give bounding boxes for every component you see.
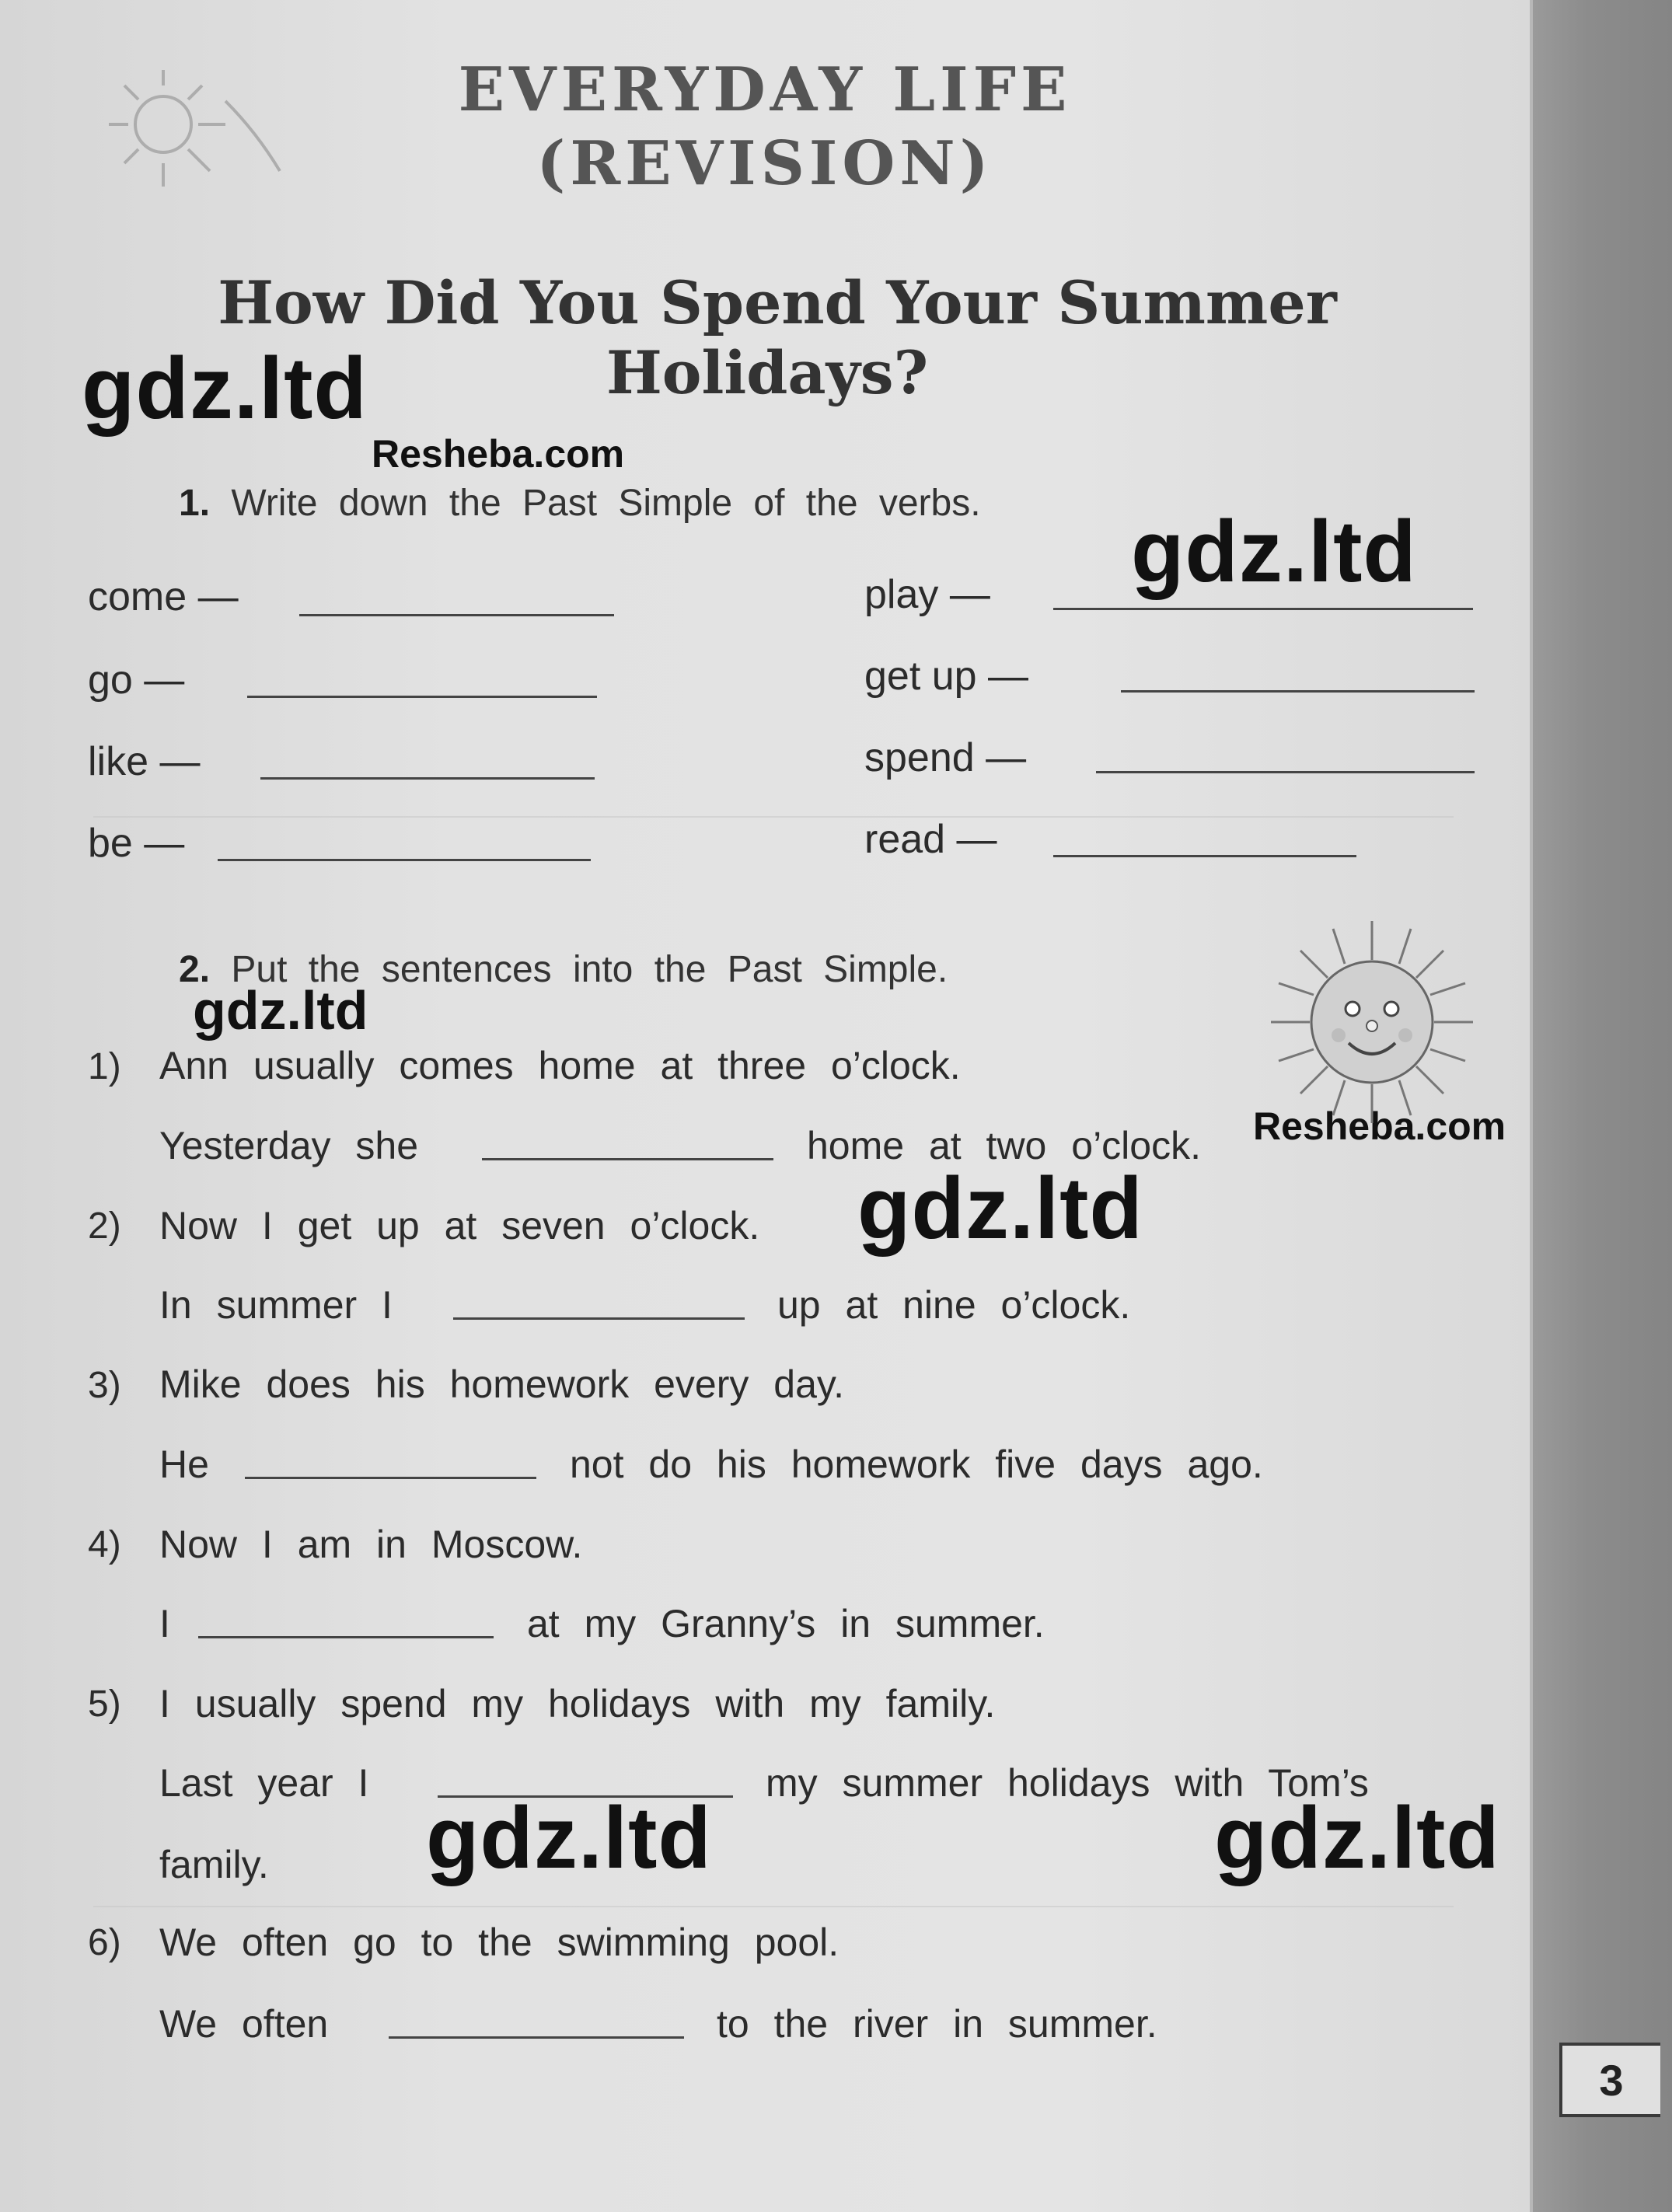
item-number: 4) [88,1524,121,1565]
target-sentence-end: up at nine o’clock. [777,1283,1131,1327]
watermark-gdz: gdz.ltd [426,1789,712,1886]
target-sentence-start: I [159,1602,170,1645]
source-sentence: I usually spend my holidays with my family. [159,1682,996,1725]
verb-label: read — [864,817,997,862]
smiling-sun-icon [1267,917,1477,1127]
answer-line[interactable] [299,614,614,616]
verb-label: get up — [864,654,1029,699]
target-sentence-end: to the river in summer. [717,2002,1157,2046]
task-2-instruction [179,948,948,991]
answer-line[interactable] [389,2036,684,2039]
answer-line[interactable] [1053,608,1473,610]
answer-line[interactable] [453,1317,745,1320]
page-number: 3 [1559,2043,1660,2117]
source-sentence: We often go to the swimming pool. [159,1921,839,1964]
watermark-gdz: gdz.ltd [857,1160,1143,1257]
answer-line[interactable] [260,777,595,780]
target-sentence-continuation: family. [159,1843,269,1886]
task-number: 2. [179,949,211,990]
target-sentence-start: We often [159,2002,329,2046]
target-sentence-start: Last year I [159,1761,369,1805]
answer-line[interactable] [482,1158,773,1160]
verb-label: like — [88,739,201,784]
watermark-gdz: gdz.ltd [193,980,368,1041]
answer-line[interactable] [438,1795,733,1798]
task-text: Write down the Past Simple of the verbs. [231,483,981,524]
watermark-gdz: gdz.ltd [1131,503,1417,600]
target-sentence-start: In summer I [159,1283,393,1327]
page-title-revision: (REVISION) [536,128,993,199]
watermark-gdz: gdz.ltd [1214,1789,1500,1886]
page-title: EVERYDAY LIFE [458,54,1072,125]
answer-line[interactable] [198,1636,494,1638]
item-number: 5) [88,1683,121,1725]
verb-label: come — [88,574,239,619]
target-sentence-end: not do his homework five days ago. [570,1443,1263,1486]
target-sentence-end: home at two o’clock. [807,1124,1201,1167]
task-number: 1. [179,483,211,524]
answer-line[interactable] [218,859,591,861]
task-1-instruction [179,482,981,525]
source-sentence: Ann usually comes home at three o’clock. [159,1044,961,1087]
source-sentence: Now I get up at seven o’clock. [159,1204,760,1247]
answer-line[interactable] [1096,771,1475,773]
task-text: Put the sentences into the Past Simple. [231,949,948,990]
item-number: 3) [88,1365,121,1406]
verb-label: play — [864,572,990,617]
target-sentence-end: my summer holidays with Tom’s [766,1761,1369,1805]
answer-line[interactable] [247,696,597,698]
target-sentence-start: He [159,1443,209,1486]
watermark-resheba: Resheba.com [372,432,625,476]
verb-label: go — [88,658,185,703]
target-sentence-start: Yesterday she [159,1124,419,1167]
answer-line[interactable] [245,1477,536,1479]
item-number: 1) [88,1046,121,1087]
item-number: 2) [88,1205,121,1247]
item-number: 6) [88,1922,121,1963]
watermark-gdz: gdz.ltd [82,340,368,437]
target-sentence-end: at my Granny’s in summer. [527,1602,1045,1645]
source-sentence: Mike does his homework every day. [159,1362,845,1406]
verb-label: spend — [864,735,1027,780]
source-sentence: Now I am in Moscow. [159,1523,583,1566]
section-heading: How Did You Spend Your Summer [218,268,1337,337]
answer-line[interactable] [1053,855,1356,857]
answer-line[interactable] [1121,690,1475,693]
section-heading-cont: Holidays? [606,338,929,407]
watermark-resheba: Resheba.com [1253,1104,1506,1148]
verb-label: be — [88,821,185,866]
